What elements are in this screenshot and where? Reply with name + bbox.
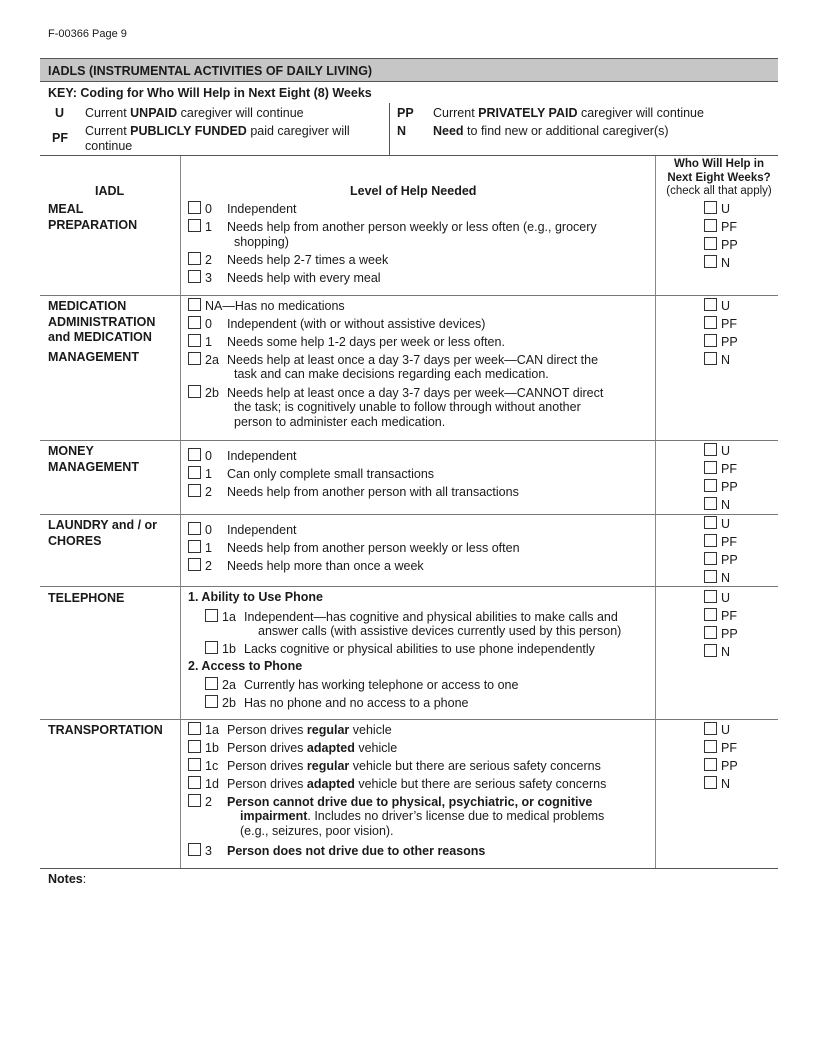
row-label-medication: MEDICATION ADMINISTRATION and MEDICATION MANAGEMENT xyxy=(48,299,156,364)
trans-option-1c[interactable]: 1c Person drives regular vehicle but there are serious safety concerns xyxy=(188,758,601,774)
key-desc-n: Need to find new or additional caregiver(s) xyxy=(433,124,669,138)
med-option-2a[interactable]: 2a Needs help at least once a day 3-7 days per week—CAN direct the xyxy=(188,352,598,368)
checkbox[interactable] xyxy=(188,540,201,553)
checkbox[interactable] xyxy=(188,794,201,807)
column-header-iadl: IADL xyxy=(95,184,125,198)
med-option-2b[interactable]: 2b Needs help at least once a day 3-7 days per week—CANNOT direct xyxy=(188,385,603,401)
money-option-2[interactable]: 2 Needs help from another person with all transactions xyxy=(188,484,519,500)
who-will-help-medication[interactable]: U PF PP N xyxy=(704,297,738,369)
who-will-help-money[interactable]: U PF PP N xyxy=(704,442,738,514)
checkbox[interactable] xyxy=(188,219,201,232)
checkbox[interactable] xyxy=(205,609,218,622)
row-label-telephone: TELEPHONE xyxy=(48,591,125,605)
column-header-who: Who Will Help in Next Eight Weeks? (check all that apply) xyxy=(666,158,772,197)
laundry-option-2[interactable]: 2 Needs help more than once a week xyxy=(188,558,424,574)
who-will-help-laundry[interactable]: U PF PP N xyxy=(704,515,738,587)
trans-option-2-cont: impairment. Includes no driver’s license due to medical problems xyxy=(240,809,605,823)
checkbox[interactable] xyxy=(188,352,201,365)
meal-option-0[interactable]: 0 Independent xyxy=(188,201,297,217)
checkbox[interactable] xyxy=(188,466,201,479)
meal-option-1[interactable]: 1 Needs help from another person weekly or less often (e.g., grocery xyxy=(188,219,597,235)
med-option-2b-cont2: person to administer each medication. xyxy=(234,415,446,429)
who-will-help-transportation[interactable]: U PF PP N xyxy=(704,721,738,793)
money-option-0[interactable]: 0 Independent xyxy=(188,448,297,464)
meal-option-3[interactable]: 3 Needs help with every meal xyxy=(188,270,381,286)
checkbox[interactable] xyxy=(188,298,201,311)
who-will-help-meal[interactable]: U PF PP N xyxy=(704,200,738,272)
key-code-pf: PF xyxy=(52,131,68,145)
checkbox[interactable] xyxy=(188,558,201,571)
meal-option-1-cont: shopping) xyxy=(234,235,289,249)
checkbox[interactable] xyxy=(188,334,201,347)
key-desc-pf: Current PUBLICLY FUNDED paid caregiver will continue xyxy=(85,124,350,153)
checkbox[interactable] xyxy=(188,201,201,214)
med-option-na[interactable]: NA—Has no medications xyxy=(188,298,345,314)
checkbox[interactable] xyxy=(188,722,201,735)
checkbox[interactable] xyxy=(188,522,201,535)
notes-label: Notes: xyxy=(48,872,87,886)
checkbox[interactable] xyxy=(188,758,201,771)
trans-option-1d[interactable]: 1d Person drives adapted vehicle but there are serious safety concerns xyxy=(188,776,606,792)
phone-option-1a[interactable]: 1a Independent—has cognitive and physical abilities to make calls and xyxy=(205,609,618,625)
money-option-1[interactable]: 1 Can only complete small transactions xyxy=(188,466,434,482)
checkbox[interactable] xyxy=(188,484,201,497)
row-label-money-management: MONEY MANAGEMENT xyxy=(48,444,139,474)
column-header-level: Level of Help Needed xyxy=(350,184,477,198)
key-desc-pp: Current PRIVATELY PAID caregiver will continue xyxy=(433,106,704,120)
med-option-2b-cont: the task; is cognitively unable to follow through without another xyxy=(234,400,581,414)
trans-option-1a[interactable]: 1a Person drives regular vehicle xyxy=(188,722,392,738)
checkbox[interactable] xyxy=(188,448,201,461)
med-option-1[interactable]: 1 Needs some help 1-2 days per week or less often. xyxy=(188,334,505,350)
checkbox[interactable] xyxy=(205,695,218,708)
key-code-pp: PP xyxy=(397,106,414,120)
section-title: IADLS (INSTRUMENTAL ACTIVITIES OF DAILY LIVING) xyxy=(40,58,778,82)
who-will-help-telephone[interactable]: U PF PP N xyxy=(704,589,738,661)
key-title: KEY: Coding for Who Will Help in Next Eight (8) Weeks xyxy=(48,86,372,100)
checkbox[interactable] xyxy=(188,740,201,753)
checkbox[interactable] xyxy=(188,316,201,329)
trans-option-1b[interactable]: 1b Person drives adapted vehicle xyxy=(188,740,397,756)
phone-option-2a[interactable]: 2a Currently has working telephone or access to one xyxy=(205,677,518,693)
checkbox[interactable] xyxy=(205,641,218,654)
row-label-laundry-chores: LAUNDRY and / or CHORES xyxy=(48,518,158,548)
trans-option-3[interactable]: 3 Person does not drive due to other reasons xyxy=(188,843,485,859)
checkbox[interactable] xyxy=(188,385,201,398)
phone-option-1b[interactable]: 1b Lacks cognitive or physical abilities to use phone independently xyxy=(205,641,595,657)
key-desc-u: Current UNPAID caregiver will continue xyxy=(85,106,304,120)
key-code-u: U xyxy=(55,106,65,120)
checkbox[interactable] xyxy=(188,252,201,265)
row-label-meal-preparation: MEAL PREPARATION xyxy=(48,202,138,232)
key-code-n: N xyxy=(397,124,407,138)
checkbox[interactable] xyxy=(205,677,218,690)
trans-option-2-cont2: (e.g., seizures, poor vision). xyxy=(240,824,394,838)
row-label-transportation: TRANSPORTATION xyxy=(48,723,163,737)
meal-option-2[interactable]: 2 Needs help 2-7 times a week xyxy=(188,252,388,268)
phone-option-2b[interactable]: 2b Has no phone and no access to a phone xyxy=(205,695,468,711)
phone-option-1a-cont: answer calls (with assistive devices currently used by this person) xyxy=(258,624,622,638)
checkbox[interactable] xyxy=(188,776,201,789)
page-header: F-00366 Page 9 xyxy=(48,28,127,40)
checkbox[interactable] xyxy=(188,270,201,283)
trans-option-2[interactable]: 2 Person cannot drive due to physical, psychiatric, or cognitive xyxy=(188,794,592,810)
laundry-option-0[interactable]: 0 Independent xyxy=(188,522,297,538)
phone-subheading-ability: 1. Ability to Use Phone xyxy=(188,590,323,604)
laundry-option-1[interactable]: 1 Needs help from another person weekly or less often xyxy=(188,540,520,556)
phone-subheading-access: 2. Access to Phone xyxy=(188,659,303,673)
checkbox[interactable] xyxy=(188,843,201,856)
med-option-0[interactable]: 0 Independent (with or without assistive devices) xyxy=(188,316,485,332)
med-option-2a-cont: task and can make decisions regarding each medication. xyxy=(234,367,549,381)
